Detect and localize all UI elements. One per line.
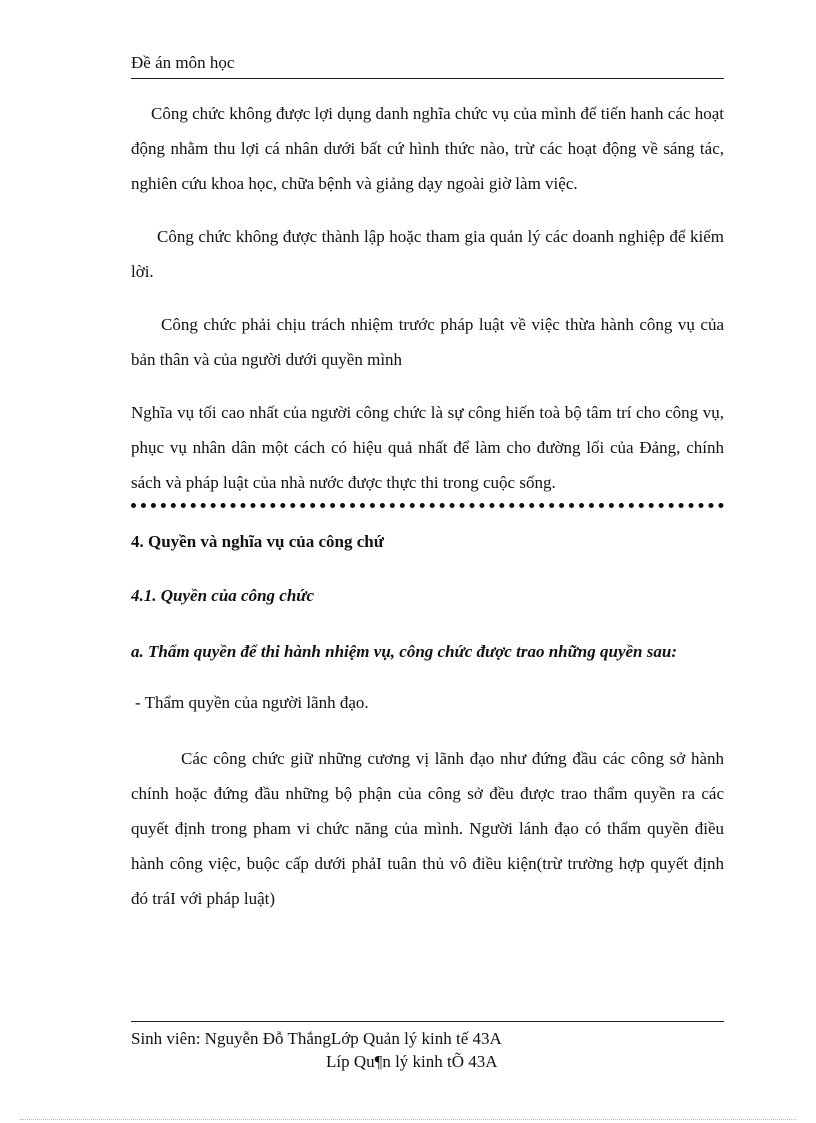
page-bottom-edge xyxy=(20,1119,796,1120)
footer-divider xyxy=(131,1021,724,1022)
item-heading: a. Thẩm quyền để thi hành nhiệm vụ, công chức được trao những quyền sau: xyxy=(131,642,677,661)
dotted-divider xyxy=(131,503,724,508)
paragraph: Công chức phải chịu trách nhiệm trước pháp luật về việc thừa hành công vụ của bản thân và của người dưới quyền mình xyxy=(131,315,724,369)
bullet-item: - Thẩm quyền của người lãnh đạo. xyxy=(135,693,369,712)
page-body xyxy=(131,96,724,916)
paragraph: Công chức không được lợi dụng danh nghĩa chức vụ của mình để tiến hanh các hoạt động nhằm thu lợi cá nhân dưới bất cứ hình thức nào, trừ các hoạt động về sáng tác, nghiên cứu khoa học, chữa bệnh và giảng dạy ngoài giờ làm việc. xyxy=(131,104,724,193)
paragraph: Các công chức giữ những cương vị lãnh đạo như đứng đầu các công sở hành chính hoặc đứng đầu những bộ phận của công sở đều được trao thẩm quyền ra các quyết định trong pham vi chức năng của mình. Người lánh đạo có thẩm quyền điều hành công việc, buộc cấp dưới phảI tuân thủ vô điều kiện(trừ trường hợp quyết định đó tráI với pháp luật) xyxy=(131,749,724,908)
paragraph: Công chức không được thành lập hoặc tham gia quản lý các doanh nghiệp để kiếm lời. xyxy=(131,227,724,281)
section-heading: 4. Quyền và nghĩa vụ của công chứ xyxy=(131,532,384,551)
footer-class: Líp Qu¶n lý kinh tÕ 43A xyxy=(326,1052,498,1071)
page-header: Đề án môn học xyxy=(131,52,724,79)
subsection-heading: 4.1. Quyền của công chức xyxy=(131,586,315,605)
footer-student: Sinh viên: Nguyễn Đỗ ThắngLớp Quản lý kinh tế 43A xyxy=(131,1029,502,1048)
paragraph: Nghĩa vụ tối cao nhất của người công chức là sự công hiến toà bộ tâm trí cho công vụ, phục vụ nhân dân một cách có hiệu quả nhất để làm cho đường lối của Đảng, chính sách và pháp luật của nhà nước được thực thi trong cuộc sống. xyxy=(131,403,724,492)
